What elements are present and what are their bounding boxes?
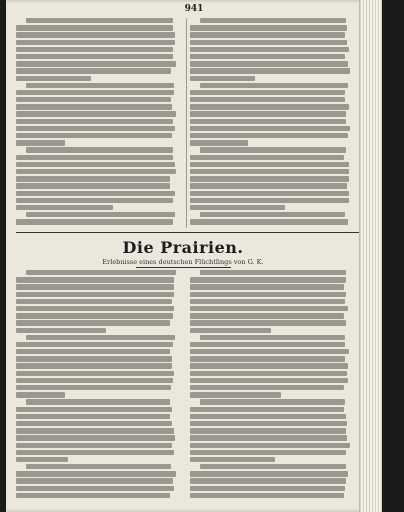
text-line — [190, 54, 357, 59]
text-line — [16, 371, 183, 376]
text-line — [190, 292, 357, 297]
text-line — [190, 493, 357, 498]
text-line — [190, 335, 357, 340]
text-line — [190, 169, 357, 174]
text-line — [16, 219, 183, 224]
text-line — [16, 111, 183, 116]
text-line — [190, 328, 357, 333]
text-line — [190, 76, 357, 81]
text-line — [190, 443, 357, 448]
text-line — [190, 90, 357, 95]
text-line — [190, 61, 357, 66]
text-line — [16, 83, 183, 88]
text-line — [16, 392, 183, 397]
text-line — [190, 464, 357, 469]
text-line — [190, 47, 357, 52]
text-line — [190, 40, 357, 45]
text-line — [16, 328, 183, 333]
upper-left-column — [16, 18, 183, 226]
text-line — [16, 169, 183, 174]
text-line — [16, 349, 183, 354]
text-line — [190, 198, 357, 203]
text-line — [190, 457, 357, 462]
text-line — [190, 414, 357, 419]
text-line — [16, 140, 183, 145]
text-line — [190, 111, 357, 116]
text-line — [190, 104, 357, 109]
text-line — [190, 306, 357, 311]
text-line — [16, 90, 183, 95]
text-line — [16, 76, 183, 81]
text-line — [16, 443, 183, 448]
text-line — [16, 126, 183, 131]
text-line — [16, 299, 183, 304]
text-line — [190, 191, 357, 196]
text-line — [190, 486, 357, 491]
text-line — [190, 284, 357, 289]
text-line — [16, 176, 183, 181]
text-line — [16, 155, 183, 160]
text-line — [190, 342, 357, 347]
section-rule — [16, 232, 361, 233]
page-edge — [359, 0, 382, 512]
text-line — [190, 162, 357, 167]
text-line — [190, 349, 357, 354]
text-line — [16, 47, 183, 52]
text-line — [16, 183, 183, 188]
text-line — [16, 471, 183, 476]
text-line — [16, 277, 183, 282]
text-line — [16, 464, 183, 469]
text-line — [190, 183, 357, 188]
text-line — [190, 299, 357, 304]
text-line — [16, 32, 183, 37]
text-line — [16, 104, 183, 109]
text-line — [16, 133, 183, 138]
text-line — [16, 320, 183, 325]
text-line — [190, 478, 357, 483]
text-line — [190, 25, 357, 30]
text-line — [190, 212, 357, 217]
text-line — [190, 147, 357, 152]
text-line — [190, 176, 357, 181]
story-title: Die Prairien. — [122, 238, 244, 257]
text-line — [16, 162, 183, 167]
text-line — [16, 191, 183, 196]
text-line — [16, 335, 183, 340]
text-line — [16, 363, 183, 368]
text-line — [190, 119, 357, 124]
text-line — [16, 486, 183, 491]
text-line — [16, 205, 183, 210]
text-line — [16, 119, 183, 124]
text-line — [16, 270, 183, 275]
text-line — [190, 378, 357, 383]
text-line — [190, 399, 357, 404]
text-line — [190, 68, 357, 73]
text-line — [16, 284, 183, 289]
text-line — [190, 32, 357, 37]
text-line — [190, 407, 357, 412]
column-divider — [186, 18, 187, 228]
text-line — [16, 18, 183, 23]
text-line — [16, 421, 183, 426]
text-line — [190, 385, 357, 390]
text-line — [16, 147, 183, 152]
book-page — [6, 0, 382, 512]
text-line — [16, 313, 183, 318]
text-line — [190, 356, 357, 361]
text-line — [16, 493, 183, 498]
text-line — [16, 40, 183, 45]
story-subtitle: Erlebnisse eines deutschen Flüchtlings von G. K. — [102, 258, 264, 266]
text-line — [16, 414, 183, 419]
text-line — [16, 25, 183, 30]
text-line — [190, 428, 357, 433]
text-line — [190, 155, 357, 160]
text-line — [190, 18, 357, 23]
text-line — [190, 140, 357, 145]
text-line — [190, 126, 357, 131]
text-line — [16, 428, 183, 433]
upper-right-column — [190, 18, 357, 226]
text-line — [16, 457, 183, 462]
text-line — [190, 313, 357, 318]
text-line — [190, 133, 357, 138]
text-line — [190, 270, 357, 275]
text-line — [16, 68, 183, 73]
text-line — [16, 478, 183, 483]
text-line — [16, 306, 183, 311]
text-line — [190, 392, 357, 397]
text-line — [190, 421, 357, 426]
text-line — [16, 356, 183, 361]
text-line — [190, 97, 357, 102]
text-line — [190, 363, 357, 368]
text-line — [190, 219, 357, 224]
text-line — [16, 342, 183, 347]
text-line — [16, 407, 183, 412]
text-line — [190, 277, 357, 282]
text-line — [16, 385, 183, 390]
text-line — [190, 435, 357, 440]
lower-left-column — [16, 270, 183, 500]
page-number: 941 — [184, 4, 204, 14]
text-line — [190, 205, 357, 210]
text-line — [190, 371, 357, 376]
text-line — [16, 435, 183, 440]
text-line — [16, 399, 183, 404]
text-line — [16, 198, 183, 203]
text-line — [16, 54, 183, 59]
text-line — [16, 292, 183, 297]
text-line — [190, 450, 357, 455]
text-line — [190, 471, 357, 476]
text-line — [16, 212, 183, 217]
text-line — [16, 378, 183, 383]
text-line — [190, 83, 357, 88]
text-line — [16, 61, 183, 66]
text-line — [16, 450, 183, 455]
title-rule — [136, 267, 231, 268]
text-line — [190, 320, 357, 325]
lower-right-column — [190, 270, 357, 500]
text-line — [16, 97, 183, 102]
